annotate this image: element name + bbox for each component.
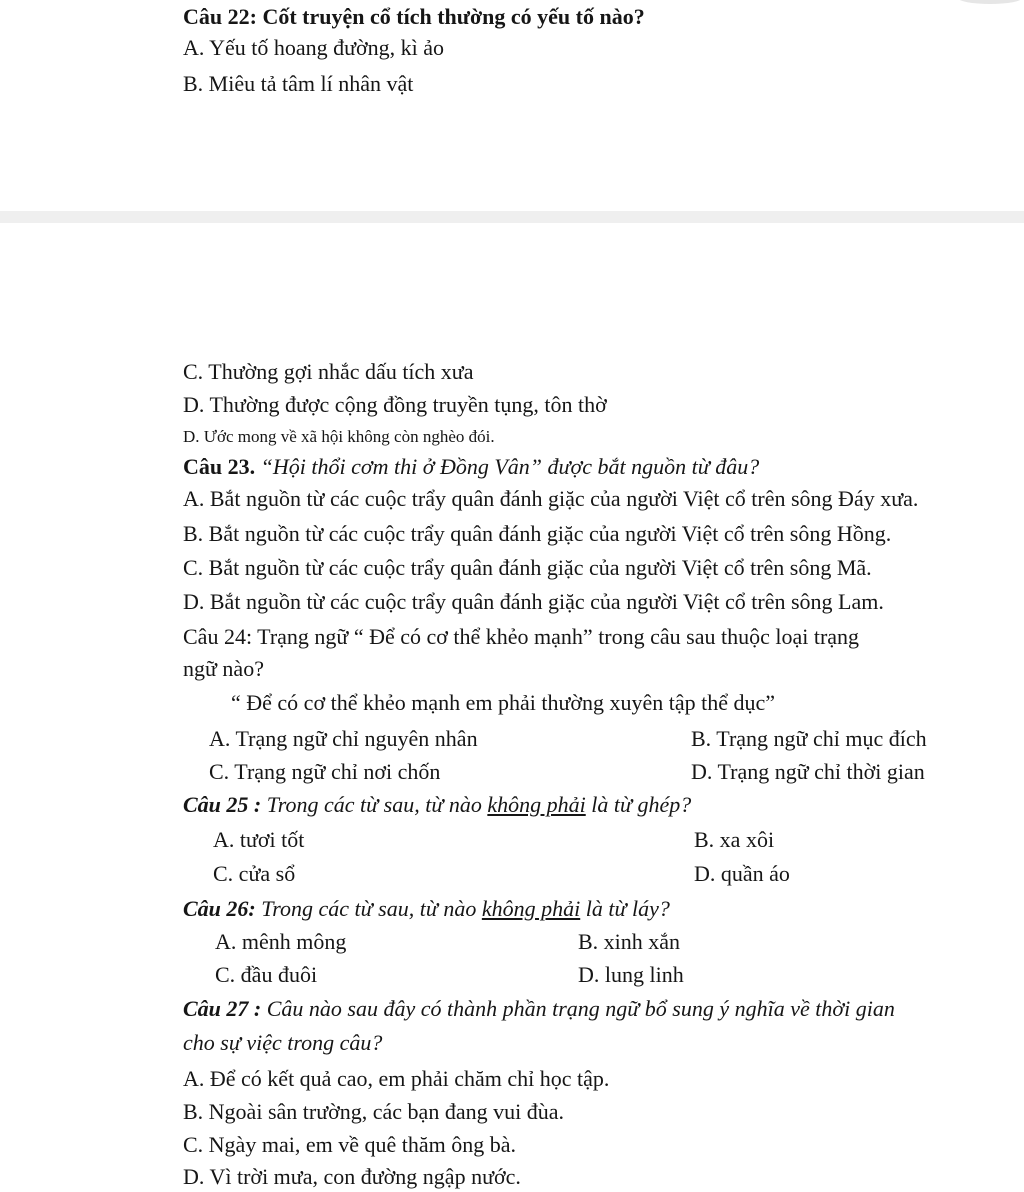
q23-question xyxy=(183,456,759,478)
q27-question-line2: cho sự việc trong câu? xyxy=(183,1030,383,1055)
q25-option-d: D. quần áo xyxy=(694,861,790,886)
q26-question-pre: Trong các từ sau, từ nào xyxy=(261,896,477,921)
q24-quote: “ Để có cơ thể khẻo mạnh em phải thường xuyên tập thể dục” xyxy=(231,690,776,715)
q26-question xyxy=(183,898,670,920)
q25-question xyxy=(183,794,691,816)
q23-label: Câu 23. xyxy=(183,454,256,479)
q26-option-c: C. đầu đuôi xyxy=(215,962,318,987)
q26-option-d: D. lung linh xyxy=(578,962,684,987)
q27-question-line1 xyxy=(183,998,895,1020)
q23-question-text: “Hội thổi cơm thi ở Đồng Vân” được bắt nguồn từ đâu? xyxy=(260,454,760,479)
q23-option-b: B. Bắt nguồn từ các cuộc trẩy quân đánh giặc của người Việt cổ trên sông Hồng. xyxy=(183,521,892,546)
q24-option-d: D. Trạng ngữ chỉ thời gian xyxy=(691,759,925,784)
q27-option-d: D. Vì trời mưa, con đường ngập nước. xyxy=(183,1164,521,1189)
q25-option-c: C. cửa sổ xyxy=(213,861,296,886)
q25-question-underline: không phải xyxy=(487,792,586,817)
q23-option-a: A. Bắt nguồn từ các cuộc trẩy quân đánh giặc của người Việt cổ trên sông Đáy xưa. xyxy=(183,486,919,511)
q25-question-pre: Trong các từ sau, từ nào xyxy=(266,792,482,817)
q26-label: Câu 26: xyxy=(183,896,256,921)
q26-option-a: A. mênh mông xyxy=(215,929,347,954)
q24-question-line1: Câu 24: Trạng ngữ “ Để có cơ thể khẻo mạnh” trong câu sau thuộc loại trạng xyxy=(183,624,860,649)
page-edge-shadow xyxy=(958,0,1022,4)
q22-option-d: D. Thường được cộng đồng truyền tụng, tôn thờ xyxy=(183,392,607,417)
q24-option-c: C. Trạng ngữ chỉ nơi chốn xyxy=(209,759,441,784)
q25-option-b: B. xa xôi xyxy=(694,827,775,852)
q25-option-a: A. tươi tốt xyxy=(213,827,305,852)
q26-option-b: B. xinh xắn xyxy=(578,929,681,954)
q22-title: Câu 22: Cốt truyện cổ tích thường có yếu tố nào? xyxy=(183,4,645,29)
q26-question-post: là từ láy? xyxy=(585,896,670,921)
q22-option-b: B. Miêu tả tâm lí nhân vật xyxy=(183,71,414,96)
q27-option-c: C. Ngày mai, em về quê thăm ông bà. xyxy=(183,1132,516,1157)
q27-option-a: A. Để có kết quả cao, em phải chăm chỉ học tập. xyxy=(183,1066,610,1091)
q22-option-d-extra: D. Ước mong về xã hội không còn nghèo đói. xyxy=(183,427,495,446)
q26-question-underline: không phải xyxy=(481,896,581,921)
q27-option-b: B. Ngoài sân trường, các bạn đang vui đùa. xyxy=(183,1099,564,1124)
q22-option-c: C. Thường gợi nhắc dấu tích xưa xyxy=(183,359,474,384)
q27-label: Câu 27 : xyxy=(183,996,262,1021)
q24-option-b: B. Trạng ngữ chỉ mục đích xyxy=(691,726,927,751)
q24-option-a: A. Trạng ngữ chỉ nguyên nhân xyxy=(209,726,478,751)
q25-label: Câu 25 : xyxy=(183,792,262,817)
q22-option-a: A. Yếu tố hoang đường, kì ảo xyxy=(183,35,445,60)
q23-option-d: D. Bắt nguồn từ các cuộc trẩy quân đánh giặc của người Việt cổ trên sông Lam. xyxy=(183,589,884,614)
q25-question-post: là từ ghép? xyxy=(591,792,692,817)
q23-option-c: C. Bắt nguồn từ các cuộc trẩy quân đánh giặc của người Việt cổ trên sông Mã. xyxy=(183,555,872,580)
page-divider-band xyxy=(0,211,1024,223)
q27-question-text: Câu nào sau đây có thành phần trạng ngữ bổ sung ý nghĩa về thời gian xyxy=(266,996,895,1021)
q24-question-line2: ngữ nào? xyxy=(183,656,264,681)
